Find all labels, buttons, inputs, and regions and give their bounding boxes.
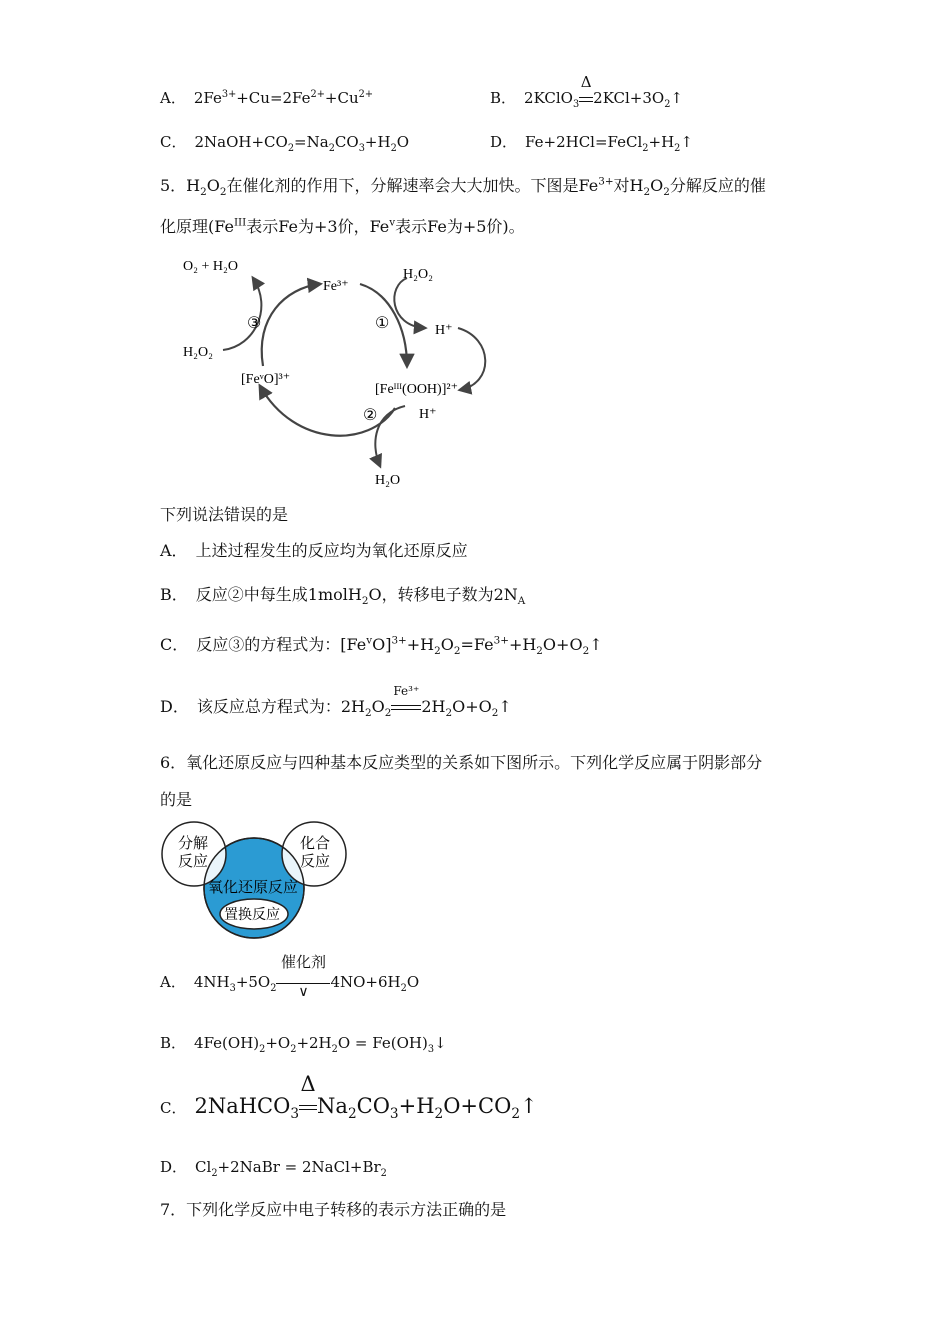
label-h2o2-top: H₂O₂ xyxy=(403,267,433,282)
heat-equals-sign: Δ xyxy=(579,88,593,108)
q5-stem-line2: 化原理($Fe^{III}$表示Fe为+3价，Fe$^v$表示Fe为+5价)。 xyxy=(160,216,525,236)
label-hplus-1: H⁺ xyxy=(435,323,453,338)
catalyst-arrow: 催化剂 ∨ xyxy=(276,972,330,992)
q4-option-c: C． $2NaOH+CO_2=Na_2CO_3+H_2O$ xyxy=(160,133,410,154)
label-step-3: ③ xyxy=(247,315,262,332)
arrow-hplus-loop xyxy=(458,328,485,390)
q5-question: 下列说法错误的是 xyxy=(160,505,289,524)
label-decomposition-1: 分解 xyxy=(178,836,209,852)
label-step-1: ① xyxy=(375,315,390,332)
q4-option-a: A． $2Fe^{3+}+Cu=2Fe^{2+}+Cu^{2+}$ xyxy=(160,89,373,107)
label-o2-h2o: O₂ + H₂O xyxy=(183,259,238,274)
q5-option-d: D． 该反应总方程式为：$2H_2O_2$ Fe³⁺ $2H_2O+O_2↑$ xyxy=(160,684,512,720)
catalytic-cycle-diagram xyxy=(175,248,495,493)
label-fe3: Fe³⁺ xyxy=(323,279,349,294)
q6-option-a: A． $4NH_3+5O_2$ 催化剂 ∨ $4NO+6H_2O$ xyxy=(160,953,420,1000)
arrow-to-o2h2o xyxy=(223,278,261,350)
q6-option-d: D． $Cl_2+2NaBr$ = $2NaCl+Br_2$ xyxy=(160,1158,387,1179)
q5-option-c: C． 反应③的方程式为：$[Fe^vO]^{3+}+H_2O_2=Fe^{3+}+H_2O+O_2↑$ xyxy=(160,634,603,658)
q4-option-b: B． 2KClO$_3$ Δ $2KCl+3O_2↑$ xyxy=(490,73,683,110)
label-h2o: H₂O xyxy=(375,473,401,488)
q5-stem-line1: 5．$H_2O_2$在催化剂的作用下，分解速率会大大加快。下图是$Fe^{3+}$对$H_2O_2$分解反应的催 xyxy=(160,175,766,199)
q5-option-b: B． 反应②中每生成1molH$_2$O，转移电子数为$2N_A$ xyxy=(160,585,526,608)
q4-option-d: D． $Fe+2HCl=FeCl_2+H_2↑$ xyxy=(490,133,693,154)
label-fevo: [FeᵛO]³⁺ xyxy=(241,372,291,387)
label-redox: 氧化还原反应 xyxy=(208,880,299,896)
q6-stem-line1: 6．氧化还原反应与四种基本反应类型的关系如下图所示。下列化学反应属于阴影部分 xyxy=(160,753,763,772)
label-hplus-2: H⁺ xyxy=(419,407,437,422)
catalyst-equals-sign: Fe³⁺ xyxy=(391,697,421,717)
venn-diagram xyxy=(160,818,360,943)
label-feooh: [Feᴵᴵᴵ(OOH)]²⁺ xyxy=(375,382,458,397)
q6-option-c: C． 2NaHCO$_3$ Δ $Na_2CO_3+H_2O+CO_2↑$ xyxy=(160,1072,538,1123)
label-displacement: 置换反应 xyxy=(224,908,280,923)
cycle-arc-top-left xyxy=(262,284,320,366)
q7-stem: 7．下列化学反应中电子转移的表示方法正确的是 xyxy=(160,1200,507,1219)
label-h2o2-left: H₂O₂ xyxy=(183,345,213,360)
q5-option-a: A． 上述过程发生的反应均为氧化还原反应 xyxy=(160,541,468,560)
label-combination-2: 反应 xyxy=(300,854,331,870)
heat-equals-sign-large: Δ xyxy=(299,1092,317,1120)
label-step-2: ② xyxy=(363,407,378,424)
q6-option-b: B． $4Fe(OH)_2+O_2+2H_2O$ = $Fe(OH)_3↓$ xyxy=(160,1034,447,1055)
q6-stem-line2: 的是 xyxy=(160,790,193,809)
label-decomposition-2: 反应 xyxy=(178,854,209,870)
label-combination-1: 化合 xyxy=(300,836,331,852)
